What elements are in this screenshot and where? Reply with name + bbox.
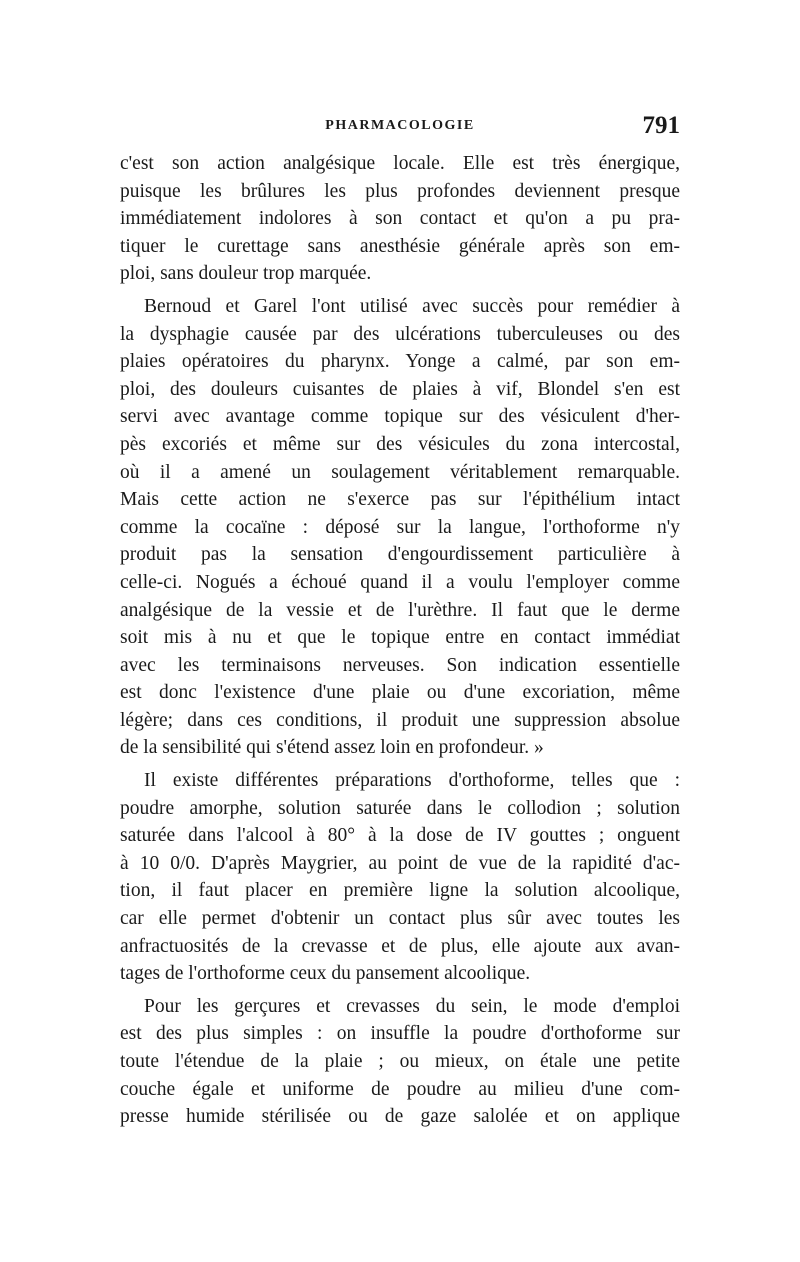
text-line: toute l'étendue de la plaie ; ou mieux, on étale une petite: [120, 1051, 680, 1072]
text-line: puisque les brûlures les plus profondes deviennent presque: [120, 180, 680, 202]
text-line: produit pas la sensation d'engourdissement particulière à: [120, 544, 680, 566]
paragraph: [120, 150, 680, 288]
text-line: celle-ci. Nogués a échoué quand il a voulu l'employer comme: [120, 571, 680, 593]
text-line: est des plus simples : on insuffle la poudre d'orthoforme sur: [120, 1023, 680, 1045]
text-line: est donc l'existence d'une plaie ou d'une excoriation, même: [120, 682, 680, 704]
text-line: presse humide stérilisée ou de gaze salolée et on applique: [120, 1106, 680, 1128]
text-line: immédiatement indolores à son contact et qu'on a pu pra-: [120, 208, 680, 230]
text-line: la dysphagie causée par des ulcérations tuberculeuses ou des: [120, 323, 680, 345]
text-line: Bernoud et Garel l'ont utilisé avec succès pour remédier à: [144, 295, 680, 317]
body-text: [120, 150, 680, 1131]
paragraph: [120, 293, 680, 762]
text-line: tages de l'orthoforme ceux du pansement alcoolique.: [120, 963, 531, 985]
running-title: PHARMACOLOGIE: [325, 118, 475, 133]
text-line: car elle permet d'obtenir un contact plus sûr avec toutes les: [120, 908, 680, 930]
text-line: servi avec avantage comme topique sur des vésiculent d'her-: [120, 406, 680, 428]
running-head: [120, 112, 680, 142]
paragraph: [120, 767, 680, 988]
text-line: où il a amené un soulagement véritablement remarquable.: [120, 461, 680, 483]
text-line: plaies opératoires du pharynx. Yonge a calmé, par son em-: [120, 351, 680, 373]
text-line: Pour les gerçures et crevasses du sein, le mode d'emploi: [144, 995, 680, 1017]
text-line: soit mis à nu et que le topique entre en contact immédiat: [120, 627, 680, 649]
text-line: de la sensibilité qui s'étend assez loin en profondeur. »: [120, 737, 544, 759]
text-line: Mais cette action ne s'exerce pas sur l'épithélium intact: [120, 489, 680, 511]
text-line: tion, il faut placer en première ligne la solution alcoolique,: [120, 880, 680, 902]
page-number: 791: [642, 112, 680, 139]
text-line: Il existe différentes préparations d'orthoforme, telles que :: [144, 770, 680, 792]
text-line: légère; dans ces conditions, il produit une suppression absolue: [120, 709, 680, 731]
text-line: tiquer le curettage sans anesthésie générale après son em-: [120, 235, 680, 257]
text-line: analgésique de la vessie et de l'urèthre. Il faut que le derme: [120, 599, 680, 621]
text-line: c'est son action analgésique locale. Elle est très énergique,: [120, 153, 680, 174]
text-line: ploi, sans douleur trop marquée.: [120, 263, 372, 285]
text-line: anfractuosités de la crevasse et de plus, elle ajoute aux avan-: [120, 935, 680, 957]
text-line: avec les terminaisons nerveuses. Son indication essentielle: [120, 654, 680, 676]
text-line: comme la cocaïne : déposé sur la langue, l'orthoforme n'y: [120, 516, 680, 538]
text-line: ploi, des douleurs cuisantes de plaies à vif, Blondel s'en est: [120, 378, 680, 400]
text-line: poudre amorphe, solution saturée dans le collodion ; solution: [120, 797, 680, 819]
paragraph: [120, 993, 680, 1131]
text-line: couche égale et uniforme de poudre au milieu d'une com-: [120, 1078, 680, 1100]
text-line: à 10 0/0. D'après Maygrier, au point de vue de la rapidité d'ac-: [120, 852, 680, 874]
text-line: saturée dans l'alcool à 80° à la dose de IV gouttes ; onguent: [120, 825, 680, 847]
text-line: pès excoriés et même sur des vésicules du zona intercostal,: [120, 433, 680, 455]
